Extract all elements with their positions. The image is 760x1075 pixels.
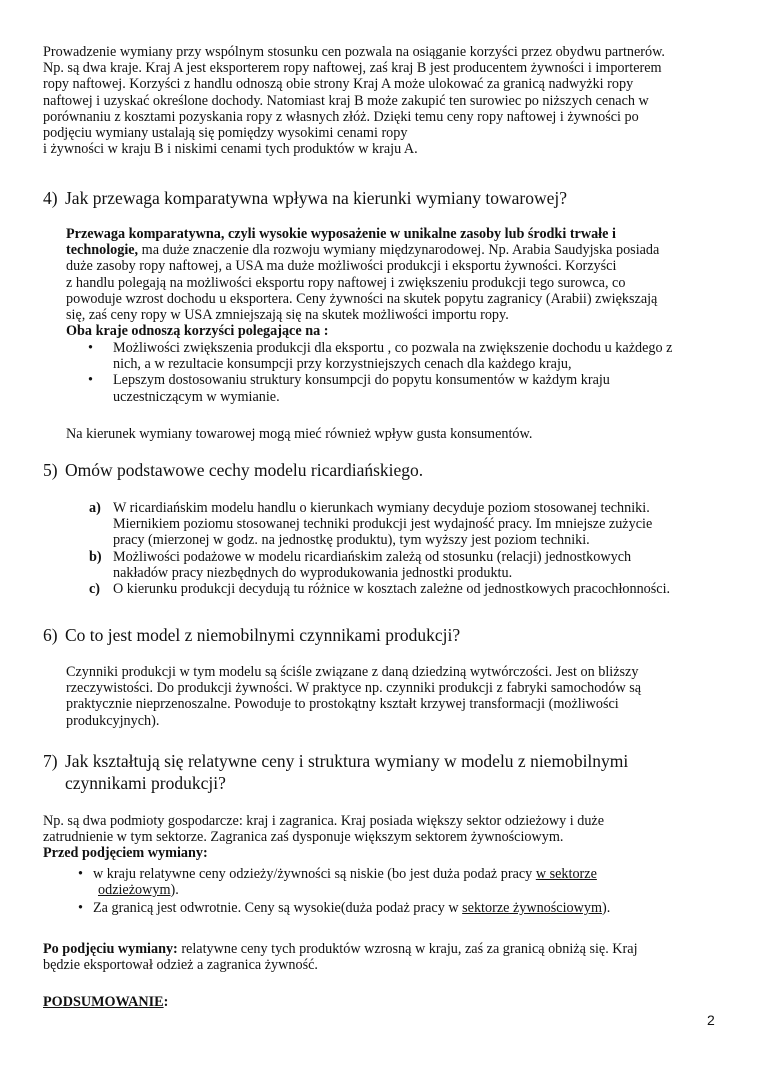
question-6-answer [66,664,641,729]
answer-bold-term: technologie, [66,242,139,259]
question-title: Omów podstawowe cechy modelu ricardiańskiego. [65,460,424,480]
question-7-heading [43,750,628,794]
intro-line: Np. są dwa kraje. Kraj A jest eksporterem ropy naftowej, zaś kraj B jest producentem żywności i importerem [43,60,662,77]
after-exchange-paragraph [43,941,638,973]
intro-line: Np. są dwa podmioty gospodarcze: kraj i zagranica. Kraj posiada większy sektor odzieżowy i duże [43,813,605,829]
item-text: W ricardiańskim modelu handlu o kierunkach wymiany decyduje poziom stosowanej techniki. [113,500,650,516]
bullet-item [78,866,610,898]
question-6-heading [43,624,460,646]
item-label: c) [89,581,101,598]
intro-line: podjęciu wymiany ustalają się pomiędzy wysokimi cenami ropy [43,125,408,142]
summary-colon: : [163,994,169,1010]
bullet-icon: • [78,866,83,882]
item-text: pracy (mierzonej w godz. na jednostkę produktu), tym wyższy jest poziom techniki. [113,532,590,549]
intro-paragraph [43,44,665,157]
question-title: Jak kształtują się relatywne ceny i struktura wymiany w modelu z niemobilnymi [65,751,629,771]
intro-line: porównaniu z kosztami pozyskania ropy z własnych złóż. Dzięki temu ceny ropy naftowej i żywności po [43,108,639,125]
item-text: Możliwości podażowe w modelu ricardiańskim zależą od stosunku (relacji) jednostkowych [113,548,632,565]
after-exchange-heading: Po podjęciu wymiany: [43,941,178,957]
answer-line: produkcyjnych). [66,712,160,729]
benefits-bullet-list [88,340,672,405]
underlined-term: odzieżowym [98,882,171,899]
benefits-section [66,323,328,339]
bullet-text: w kraju relatywne ceny odzieży/żywności są niskie (bo jest duża podaż pracy [93,866,536,882]
answer-line: powoduje wzrost dochodu u eksportera. Ceny żywności na skutek popytu zagranicy (Arabii) zwiększają [66,290,658,307]
question-5-heading [43,459,423,481]
question-4-answer [66,226,659,323]
alpha-item-b [89,548,670,581]
bullet-icon: • [88,372,93,389]
answer-line: duże zasoby ropy naftowej, a USA ma duże możliwości produkcji i eksportu żywności. Korzyści [66,258,617,275]
bullet-text: uczestniczącym w wymianie. [113,388,280,405]
summary-heading [43,994,168,1010]
bullet-icon: • [78,900,83,917]
intro-line: naftowej i uzyskać określone dochody. Natomiast kraj B może zakupić ten surowiec po niższych cenach w [43,92,649,109]
bullet-item [88,372,672,404]
answer-text: ma duże znaczenie dla rozwoju wymiany międzynarodowej. Np. Arabia Saudyjska posiada [138,242,660,259]
bullet-text: Lepszym dostosowaniu struktury konsumpcji do popytu konsumentów w każdym kraju [113,372,610,389]
question-title: Jak przewaga komparatywna wpływa na kierunki wymiany towarowej? [65,188,567,208]
bullet-text: Za granicą jest odwrotnie. Ceny są wysokie(duża podaż pracy w [93,900,463,917]
underlined-term: w sektorze [535,866,597,882]
before-exchange-heading: Przed podjęciem wymiany: [43,845,208,862]
question-7-intro [43,813,604,862]
question-number: 5) [43,460,58,480]
intro-line: i żywności w kraju B i niskimi cenami tych produktów w kraju A. [43,141,418,158]
question-number: 4) [43,188,58,208]
before-exchange-bullets [78,866,610,917]
item-label: b) [89,548,102,565]
question-title: Co to jest model z niemobilnymi czynnikami produkcji? [65,625,461,645]
intro-line: ropy naftowej. Korzyści z handlu odnoszą obie strony Kraj A może ulokować za granicą nadwyżki ropy [43,76,634,93]
intro-line: Prowadzenie wymiany przy wspólnym stosunku cen pozwala na osiąganie korzyści przez obydwu partnerów. [43,44,665,60]
page-number: 2 [707,1012,715,1028]
bullet-item [88,340,672,372]
question-number: 7) [43,751,58,771]
question-title-cont: czynnikami produkcji? [65,773,226,793]
answer-line: z handlu polegają na możliwości eksportu ropy naftowej i zwiększeniu produkcji tego surowca, co [66,274,626,291]
closing-text: Na kierunek wymiany towarowej mogą mieć również wpływ gusta konsumentów. [66,426,533,442]
summary-heading-text: PODSUMOWANIE [43,994,164,1010]
alpha-item-c [89,581,671,598]
question-number: 6) [43,625,58,645]
after-exchange-text: będzie eksportował odzież a zagranica żywność. [43,957,318,974]
bullet-icon: • [88,340,93,356]
item-text: O kierunku produkcji decydują tu różnice w kosztach zależne od jednostkowych pracochłonności. [113,581,671,598]
item-label: a) [89,500,101,516]
answer-line: praktycznie nieprzenoszalne. Powoduje to prostokątny kształt krzywej transformacji (możliwości [66,696,619,713]
after-exchange-text: relatywne ceny tych produktów wzrosną w kraju, zaś za granicą obniżą się. Kraj [177,941,638,957]
answer-line: Czynniki produkcji w tym modelu są ściśle związane z daną dziedziną wytwórczości. Jest on bliższy [66,664,639,680]
answer-bold-line: Przewaga komparatywna, czyli wysokie wyposażenie w unikalne zasoby lub środki trwałe i [66,226,616,242]
question-4-heading [43,187,567,209]
answer-line: się, zaś ceny ropy w USA zmniejszają się na skutek możliwości importu ropy. [66,307,509,324]
item-text: Miernikiem poziomu stosowanej techniki produkcji jest wydajność pracy. Im mniejsze zużycie [113,516,653,533]
bullet-text: ). [170,882,179,899]
item-text: nakładów pracy niezbędnych do wyprodukowania jednostki produktu. [113,564,513,581]
bullet-text: nich, a w rezultacie konsumpcji przy korzystniejszych cenach dla każdego kraju, [113,356,572,373]
intro-line: zatrudnienie w tym sektorze. Zagranica zaś dysponuje większym sektorem żywnościowym. [43,829,564,846]
question-5-list [89,500,671,598]
bullet-item [78,900,610,916]
benefits-heading: Oba kraje odnoszą korzyści polegające na : [66,323,329,339]
question-4-closing [66,426,532,442]
underlined-term: sektorze żywnościowym [462,900,603,917]
alpha-item-a [89,500,670,549]
bullet-text: ). [602,900,611,917]
bullet-text: Możliwości zwiększenia produkcji dla eksportu , co pozwala na zwiększenie dochodu u każdego z [113,340,673,356]
answer-line: rzeczywistości. Do produkcji żywności. W praktyce np. czynniki produkcji z fabryki samochodów są [66,680,642,697]
